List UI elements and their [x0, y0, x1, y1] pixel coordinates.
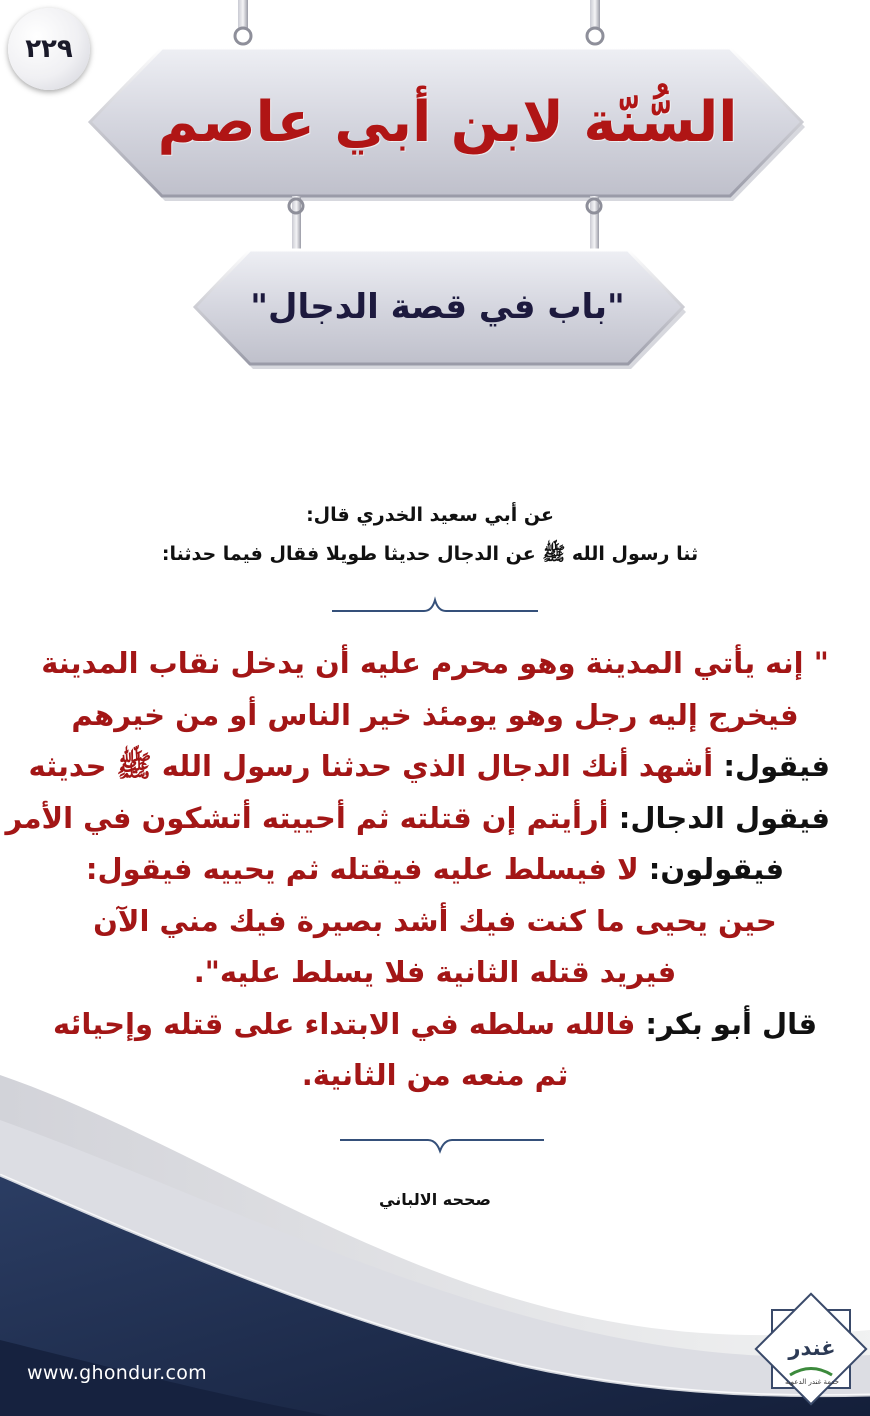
hadith-line-text: حين يحيى ما كنت فيك أشد بصيرة فيك مني الآن	[93, 903, 777, 938]
logo-name: غندر	[788, 1336, 836, 1360]
speaker-label: فيقولون:	[638, 852, 785, 886]
intro-line-2: ثنا رسول الله ﷺ عن الدجال حديثا طويلا فقال فيما حدثنا:	[161, 543, 699, 565]
intro-line-1: عن أبي سعيد الخدري قال:	[306, 504, 554, 526]
hadith-line	[40, 844, 830, 896]
hadith-line	[28, 741, 830, 793]
speaker-label: قال أبو بكر:	[635, 1006, 818, 1041]
hadith-line-text: فيريد قتله الثانية فلا يسلط عليه".	[193, 955, 677, 989]
hadith-line	[40, 999, 830, 1051]
speaker-label: فيقول:	[713, 749, 830, 783]
logo-tagline: خدمة غندر الدعوية	[784, 1378, 840, 1386]
hadith-line-text: ثم منعه من الثانية.	[301, 1058, 569, 1092]
hadith-line	[40, 1050, 830, 1102]
hadith-text	[5, 638, 830, 1102]
hadith-line-text: " إنه يأتي المدينة وهو محرم عليه أن يدخل نقاب المدينة	[41, 646, 829, 680]
page-number-badge	[8, 8, 90, 90]
hadith-line	[40, 690, 830, 742]
hadith-line	[40, 896, 830, 948]
hadith-line-text: لا فيسلط عليه فيقتله ثم يحييه فيقول:	[85, 852, 639, 886]
hadith-line	[5, 793, 830, 845]
speaker-label: فيقول الدجال:	[608, 800, 830, 835]
hadith-line-text: فيخرج إليه رجل وهو يومئذ خير الناس أو من خيرهم	[71, 697, 799, 732]
hadith-line-text: أشهد أنك الدجال الذي حدثنا رسول الله ﷺ حديثه	[28, 749, 714, 783]
page-number: ٢٢٩	[25, 34, 73, 64]
chapter-title: "باب في قصة الدجال"	[250, 287, 625, 327]
hadith-line	[40, 638, 830, 690]
hadith-line-text: أرأيتم إن قتلته ثم أحييته أتشكون في الأمر	[5, 800, 609, 835]
top-sign-hangers	[235, 0, 603, 44]
grading-text: صححه الالباني	[379, 1190, 491, 1209]
hadith-line	[40, 947, 830, 999]
page-title: السُّنّة لابن أبي عاصم	[157, 90, 738, 155]
ghondur-logo	[762, 1300, 862, 1408]
website-link[interactable]: www.ghondur.com	[27, 1362, 207, 1384]
hadith-line-text: فالله سلطه في الابتداء على قتله وإحيائه	[52, 1006, 636, 1041]
curly-divider-icon	[332, 600, 538, 611]
curly-divider-icon-bottom	[340, 1140, 544, 1151]
